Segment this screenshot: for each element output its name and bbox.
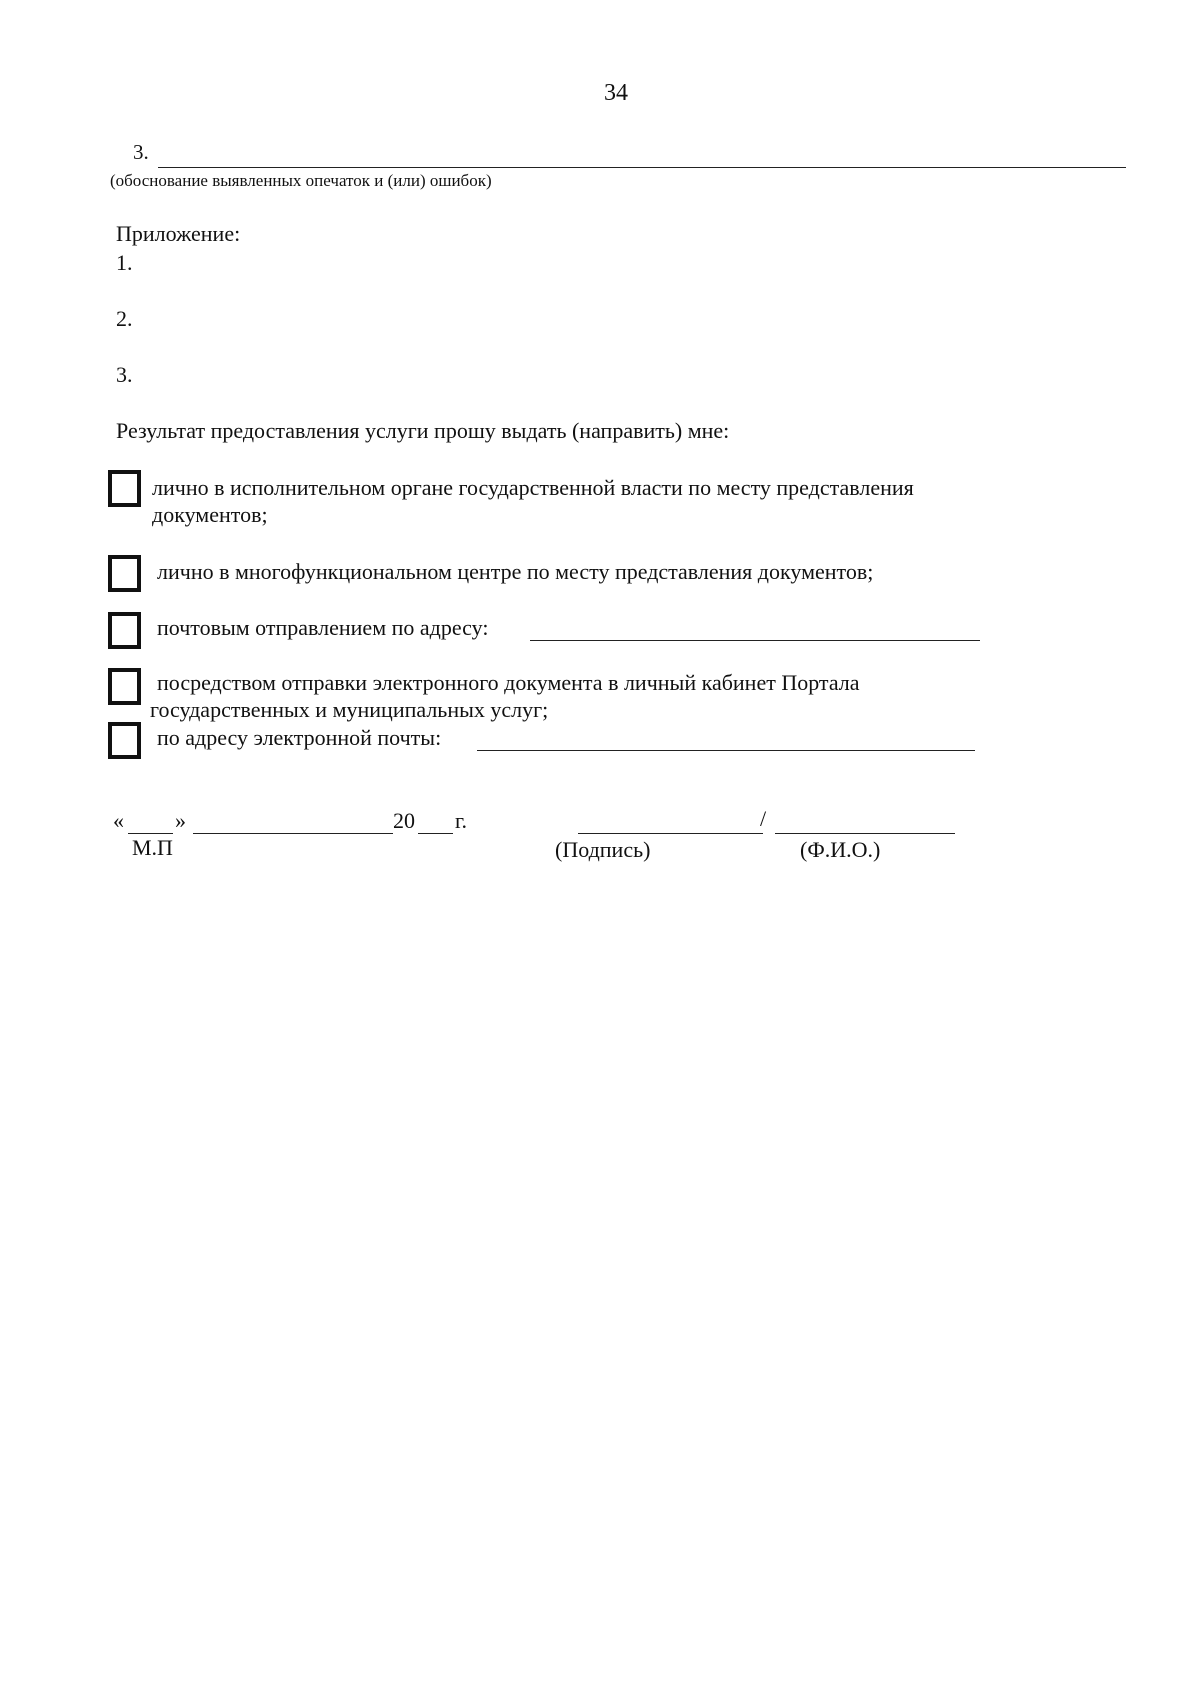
option-in-person-mfc-checkbox[interactable] (108, 555, 141, 592)
option-portal-label: посредством отправки электронного документа в личный кабинет Портала (157, 670, 860, 695)
stamp-label: М.П (132, 835, 173, 860)
appendix-item-3: 3. (116, 362, 133, 387)
option-in-person-mfc-label: лично в многофункциональном центре по месту представления документов; (157, 559, 874, 584)
option-portal-checkbox[interactable] (108, 668, 141, 705)
justification-item-number: 3. (133, 140, 149, 164)
option-in-person-authority-label: лично в исполнительном органе государственной власти по месту представления (152, 475, 914, 500)
appendix-item-2: 2. (116, 306, 133, 331)
date-close-quote: » (175, 808, 186, 833)
signature-input[interactable] (578, 833, 763, 834)
signature-separator: / (760, 806, 767, 831)
justification-caption: (обоснование выявленных опечаток и (или) ошибок) (110, 171, 492, 190)
year-input[interactable] (418, 833, 453, 834)
result-delivery-heading: Результат предоставления услуги прошу выдать (направить) мне: (116, 418, 730, 443)
justification-fill-line (158, 167, 1126, 168)
year-suffix: г. (455, 808, 468, 833)
appendix-title: Приложение: (116, 221, 241, 246)
option-in-person-authority-checkbox[interactable] (108, 470, 141, 507)
full-name-input[interactable] (775, 833, 955, 834)
option-in-person-authority-label-cont: документов; (152, 502, 268, 527)
postal-address-input[interactable] (530, 640, 980, 641)
full-name-caption: (Ф.И.О.) (800, 837, 881, 862)
page-number: 34 (604, 80, 628, 106)
option-portal-label-cont: государственных и муниципальных услуг; (150, 697, 549, 722)
signature-caption: (Подпись) (555, 837, 651, 862)
option-postal-label: почтовым отправлением по адресу: (157, 615, 489, 640)
email-address-input[interactable] (477, 750, 975, 751)
option-postal-checkbox[interactable] (108, 612, 141, 649)
option-email-checkbox[interactable] (108, 722, 141, 759)
appendix-item-1: 1. (116, 250, 133, 275)
date-open-quote: « (113, 808, 124, 833)
month-input[interactable] (193, 833, 393, 834)
option-email-label: по адресу электронной почты: (157, 725, 442, 750)
day-input[interactable] (128, 833, 173, 834)
year-prefix: 20 (393, 808, 415, 833)
